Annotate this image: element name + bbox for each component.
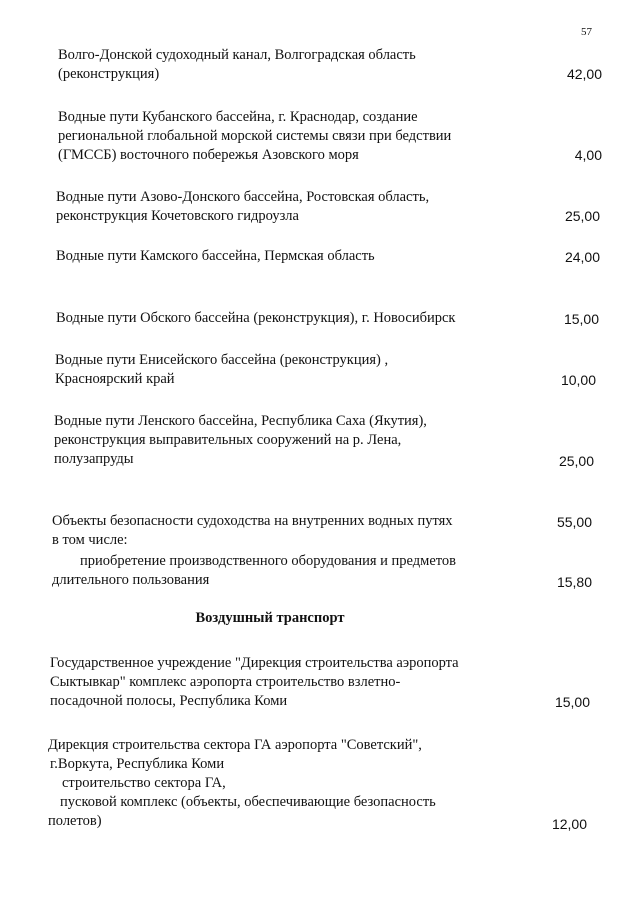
entry-line: полузапруды: [54, 451, 134, 467]
entry-amount: 12,00: [551, 816, 587, 832]
entry-amount: 42,00: [566, 66, 602, 82]
entry-line: Дирекция строительства сектора ГА аэропорта "Советский",: [48, 737, 422, 753]
budget-entry: [50, 654, 459, 711]
budget-subentry: [52, 552, 456, 590]
budget-entry: [58, 46, 416, 84]
entry-line: Водные пути Кубанского бассейна, г. Краснодар, создание: [58, 109, 418, 125]
entry-line: региональной глобальной морской системы связи при бедствии: [58, 128, 452, 144]
entry-line: (ГМССБ) восточного побережья Азовского моря: [58, 147, 359, 163]
entry-line: Водные пути Азово-Донского бассейна, Ростовская область,: [56, 189, 430, 205]
entry-line: Красноярский край: [55, 371, 175, 387]
entry-line: Сыктывкар" комплекс аэропорта строительство взлетно-: [50, 674, 401, 690]
entry-amount: 15,80: [556, 574, 592, 590]
entry-line: в том числе:: [52, 532, 128, 548]
entry-amount: 25,00: [558, 453, 594, 469]
entry-amount: 15,00: [554, 694, 590, 710]
budget-entry: [48, 736, 436, 831]
entry-line: пусковой комплекс (объекты, обеспечивающие безопасность: [60, 794, 436, 810]
entry-line: реконструкция Кочетовского гидроузла: [56, 208, 299, 224]
entry-line: приобретение производственного оборудования и предметов: [80, 553, 457, 569]
entry-amount: 25,00: [564, 208, 600, 224]
entry-line: реконструкция выправительных сооружений на р. Лена,: [54, 432, 402, 448]
entry-line: Водные пути Камского бассейна, Пермская область: [56, 248, 375, 264]
entry-line: Волго-Донской судоходный канал, Волгоградская область: [58, 47, 416, 63]
budget-entry: [58, 108, 451, 165]
section-heading: Воздушный транспорт: [195, 610, 345, 626]
entry-line: посадочной полосы, Республика Коми: [50, 693, 288, 709]
entry-amount: 4,00: [574, 147, 602, 163]
entry-amount: 24,00: [564, 249, 600, 265]
budget-entry: [52, 512, 453, 550]
entry-amount: 55,00: [556, 514, 592, 530]
entry-line: строительство сектора ГА,: [62, 775, 226, 791]
budget-entry: [55, 351, 388, 389]
entry-line: г.Воркута, Республика Коми: [50, 756, 225, 772]
budget-entry: [56, 188, 429, 226]
entry-line: Водные пути Обского бассейна (реконструкция), г. Новосибирск: [56, 310, 456, 326]
budget-entry: [56, 309, 455, 328]
entry-line: Государственное учреждение "Дирекция строительства аэропорта: [50, 655, 459, 671]
entry-line: длительного пользования: [52, 572, 210, 588]
page-number: 57: [581, 26, 592, 38]
entry-line: полетов): [48, 813, 102, 829]
entry-line: Водные пути Енисейского бассейна (реконструкция) ,: [55, 352, 389, 368]
entry-amount: 10,00: [560, 372, 596, 388]
entry-amount: 15,00: [563, 311, 599, 327]
entry-line: (реконструкция): [58, 66, 160, 82]
entry-line: Объекты безопасности судоходства на внутренних водных путях: [52, 513, 453, 529]
entry-line: Водные пути Ленского бассейна, Республика Саха (Якутия),: [54, 413, 427, 429]
budget-entry: [56, 247, 375, 266]
budget-entry: [54, 412, 427, 469]
